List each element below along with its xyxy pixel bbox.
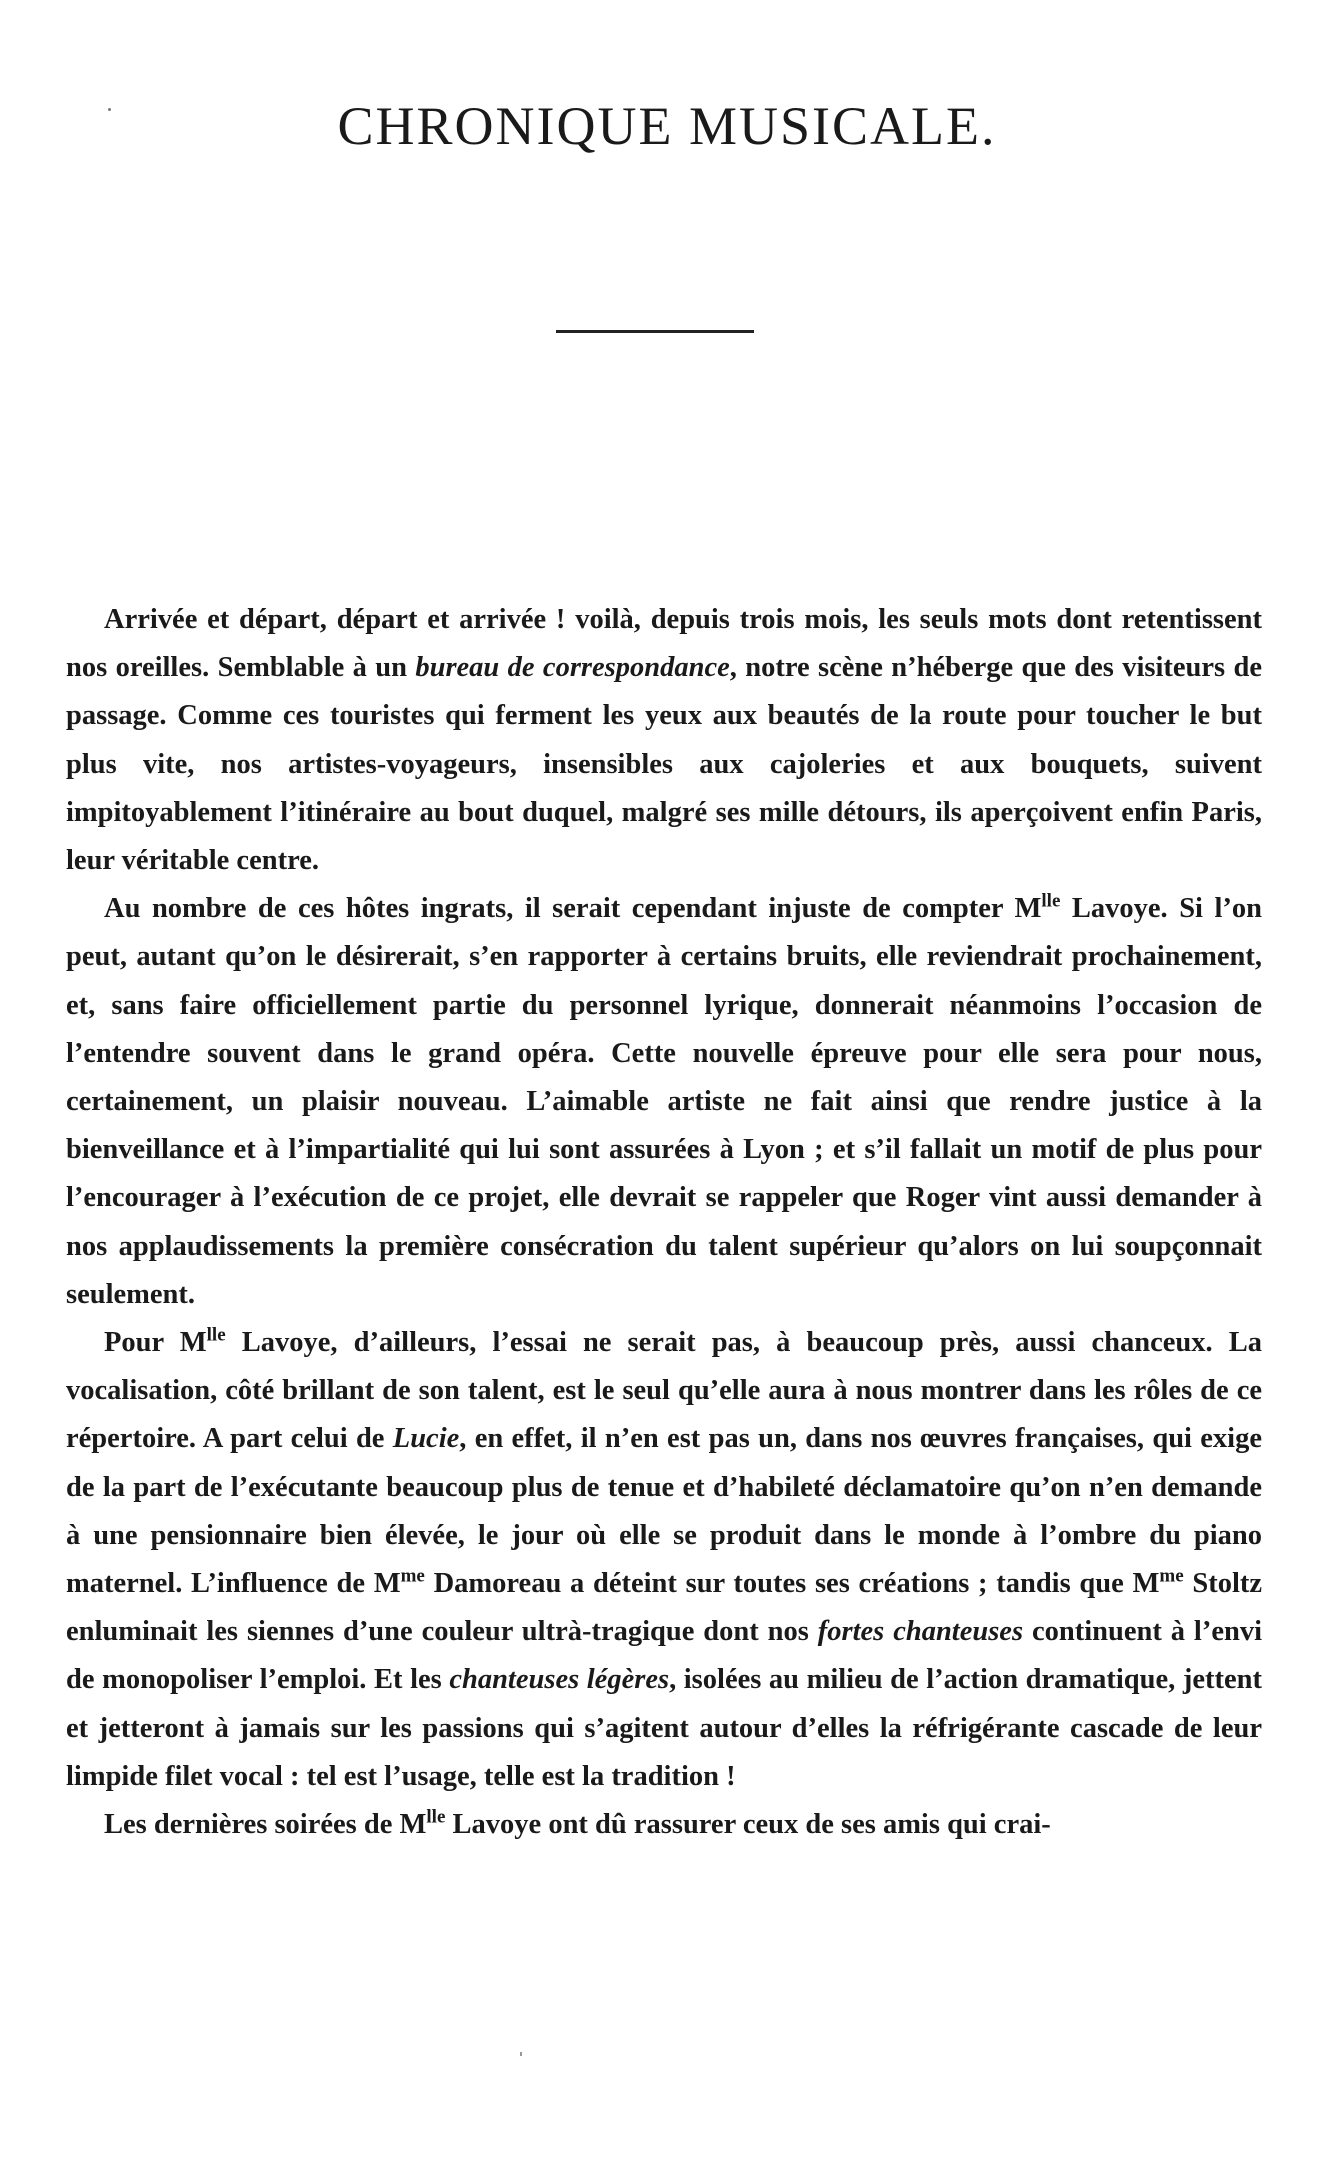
text-run: Lavoye ont dû rassurer ceux de ses amis qui crai- xyxy=(445,1809,1051,1841)
title-rule xyxy=(556,330,754,333)
print-speck-bottom xyxy=(520,2052,522,2056)
paragraph xyxy=(66,1319,1262,1801)
italic-phrase: fortes chanteuses xyxy=(817,1616,1024,1648)
text-run: , en effet, il n’en est pas un, dans nos œuvres françaises, qui exige de la part de l’exécutante beaucoup plus de tenue et d’habileté déclamatoire qu’on n’en demande à une pensionnaire bien élevée, le jour où elle se produit dans le monde à l’ombre du piano maternel. L’influence de M xyxy=(66,1423,1262,1600)
superscript-abbrev: lle xyxy=(206,1324,226,1346)
superscript-abbrev: lle xyxy=(1041,890,1061,912)
superscript-abbrev: lle xyxy=(426,1806,446,1828)
italic-phrase: chanteuses légères xyxy=(449,1664,670,1696)
superscript-abbrev: me xyxy=(1159,1565,1184,1587)
text-run: continuent à l’envi de monopoliser l’emploi. Et les xyxy=(66,1616,1262,1696)
text-run: Pour M xyxy=(104,1327,207,1359)
text-run: Arrivée et départ, départ et arrivée ! voilà, depuis trois mois, les seuls mots dont retentissent nos oreilles. Semblable à un xyxy=(66,604,1262,684)
italic-phrase: Lucie xyxy=(392,1423,460,1455)
text-run: Stoltz enluminait les siennes d’une couleur ultrà-tragique dont nos xyxy=(66,1568,1263,1648)
text-run: , isolées au milieu de l’action dramatique, jettent et jetteront à jamais sur les passions qui s’agitent autour d’elles la réfrigérante cascade de leur limpide filet vocal : tel est l’usage, telle est la tradition ! xyxy=(66,1664,1262,1792)
text-run: Les dernières soirées de M xyxy=(104,1809,427,1841)
page-title: CHRONIQUE MUSICALE. xyxy=(337,96,997,156)
text-run: Au nombre de ces hôtes ingrats, il serait cependant injuste de compter M xyxy=(104,893,1042,925)
paragraph xyxy=(66,1801,1262,1849)
text-run: Lavoye. Si l’on peut, autant qu’on le désirerait, s’en rapporter à certains bruits, elle reviendrait prochainement, et, sans faire officiellement partie du personnel lyrique, donnerait néanmoins l’occasion de l’entendre souvent dans le grand opéra. Cette nouvelle épreuve pour elle sera pour nous, certainement, un plaisir nouveau. L’aimable artiste ne fait ainsi que rendre justice à la bienveillance et à l’impartialité qui lui sont assurées à Lyon ; et s’il fallait un motif de plus pour l’encourager à l’exécution de ce projet, elle devrait se rappeler que Roger vint aussi demander à nos applaudissements la première consécration du talent supérieur qu’alors on lui soupçonnait seulement. xyxy=(66,893,1262,1310)
body-text xyxy=(66,596,1262,1849)
text-run: Damoreau a déteint sur toutes ses créations ; tandis que M xyxy=(424,1568,1160,1600)
superscript-abbrev: me xyxy=(400,1565,425,1587)
text-run: Lavoye, d’ailleurs, l’essai ne serait pas, à beaucoup près, aussi chanceux. La vocalisation, côté brillant de son talent, est le seul qu’elle aura à nous montrer dans les rôles de ce répertoire. A part celui de xyxy=(66,1327,1263,1455)
paragraph xyxy=(66,596,1262,885)
text-run: , notre scène n’héberge que des visiteurs de passage. Comme ces touristes qui ferment les yeux aux beautés de la route pour toucher le but plus vite, nos artistes-voyageurs, insensibles aux cajoleries et aux bouquets, suivent impitoyablement l’itinéraire au bout duquel, malgré ses mille détours, ils aperçoivent enfin Paris, leur véritable centre. xyxy=(66,652,1262,877)
italic-phrase: bureau de correspondance xyxy=(415,652,730,684)
paragraph xyxy=(66,885,1262,1319)
